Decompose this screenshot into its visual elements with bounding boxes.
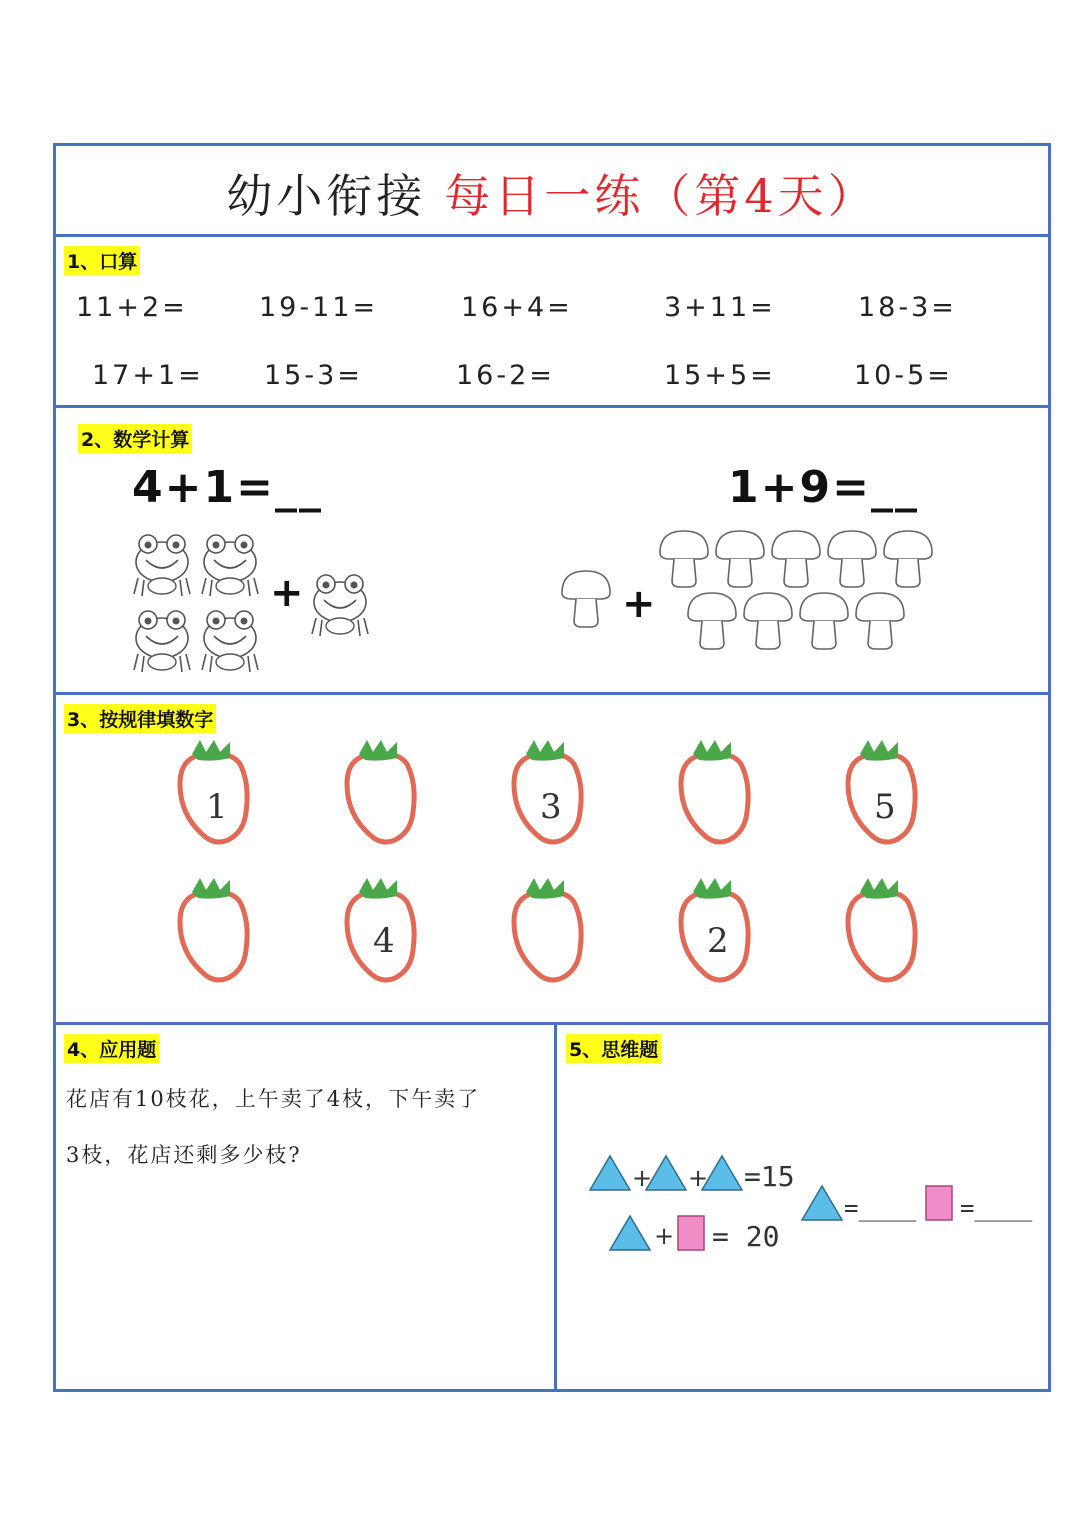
- left-equation: 4+1=__: [132, 462, 323, 513]
- triangle-icon: [802, 1186, 842, 1220]
- strawberry-icon: [848, 878, 915, 980]
- strawberry-icon: [514, 878, 581, 980]
- plus-sign: +: [270, 570, 304, 616]
- plus-sign: +: [632, 1164, 653, 1192]
- frog-icon: [202, 611, 258, 672]
- oral-eq: 15-3=: [264, 360, 363, 391]
- oral-eq: 10-5=: [854, 360, 953, 391]
- mushroom-icon: [716, 531, 764, 587]
- answer-blank: =____: [844, 1194, 917, 1222]
- oral-eq: 11+2=: [76, 292, 188, 323]
- answer-blank: =____: [960, 1194, 1033, 1222]
- divider: [56, 405, 1048, 408]
- plus-sign: +: [654, 1222, 675, 1250]
- strawberry-number: 3: [540, 787, 562, 827]
- frog-icon: [134, 535, 190, 596]
- frog-icon: [312, 575, 368, 636]
- strawberry-number: 1: [206, 787, 228, 827]
- square-icon: [926, 1186, 952, 1220]
- mushroom-icon: [688, 593, 736, 649]
- triangle-icon: [610, 1216, 650, 1250]
- square-icon: [678, 1216, 704, 1250]
- strawberry-number: 5: [874, 787, 896, 827]
- frog-icon: [202, 535, 258, 596]
- mushroom-icon: [800, 593, 848, 649]
- mushroom-icon: [828, 531, 876, 587]
- strawberry-icon: [180, 878, 247, 980]
- word-problem: [66, 1071, 546, 1183]
- section2-label: 2、数学计算: [78, 424, 192, 453]
- equation-result: = 20: [712, 1220, 780, 1253]
- word-problem-line: 3枝，花店还剩多少枝?: [66, 1143, 302, 1167]
- section5-label: 5、思维题: [566, 1034, 661, 1063]
- mushroom-icon: [562, 571, 610, 627]
- section1-label: 1、口算: [64, 246, 140, 275]
- divider: [56, 692, 1048, 695]
- frog-icon: [134, 611, 190, 672]
- triangle-icon: [590, 1156, 630, 1190]
- oral-eq: 16-2=: [456, 360, 555, 391]
- word-problem-line: 花店有10枝花，上午卖了4枝，下午卖了: [66, 1087, 481, 1111]
- strawberry-number: 2: [707, 921, 729, 961]
- mushroom-icon: [856, 593, 904, 649]
- mushroom-group-illustration: [556, 531, 956, 661]
- mushroom-icon: [744, 593, 792, 649]
- plus-sign: +: [688, 1164, 709, 1192]
- oral-eq: 3+11=: [664, 292, 776, 323]
- oral-eq: 15+5=: [664, 360, 776, 391]
- column-divider: [554, 1022, 557, 1389]
- oral-eq: 19-11=: [259, 292, 379, 323]
- title-main: 幼小衔接: [226, 169, 427, 223]
- divider: [56, 234, 1048, 237]
- equation-result: =15: [744, 1160, 795, 1193]
- thinking-puzzle: [586, 1146, 1046, 1266]
- mushroom-icon: [772, 531, 820, 587]
- page-title: [56, 160, 1048, 226]
- mushroom-icon: [884, 531, 932, 587]
- section4-label: 4、应用题: [64, 1034, 159, 1063]
- title-daily: 每日一练（第4天）: [444, 169, 878, 223]
- oral-eq: 16+4=: [461, 292, 573, 323]
- oral-eq: 18-3=: [858, 292, 957, 323]
- strawberry-number: 4: [373, 921, 395, 961]
- worksheet-frame: [53, 143, 1051, 1392]
- strawberry-icon: [681, 740, 748, 842]
- mushroom-icon: [660, 531, 708, 587]
- plus-sign: +: [622, 581, 656, 627]
- oral-eq: 17+1=: [92, 360, 204, 391]
- divider: [56, 1022, 1048, 1025]
- right-equation: 1+9=__: [728, 462, 919, 513]
- strawberry-icon: [347, 740, 414, 842]
- strawberry-pattern: [56, 736, 1046, 1006]
- section3-label: 3、按规律填数字: [64, 704, 216, 733]
- frog-group-illustration: [126, 526, 386, 686]
